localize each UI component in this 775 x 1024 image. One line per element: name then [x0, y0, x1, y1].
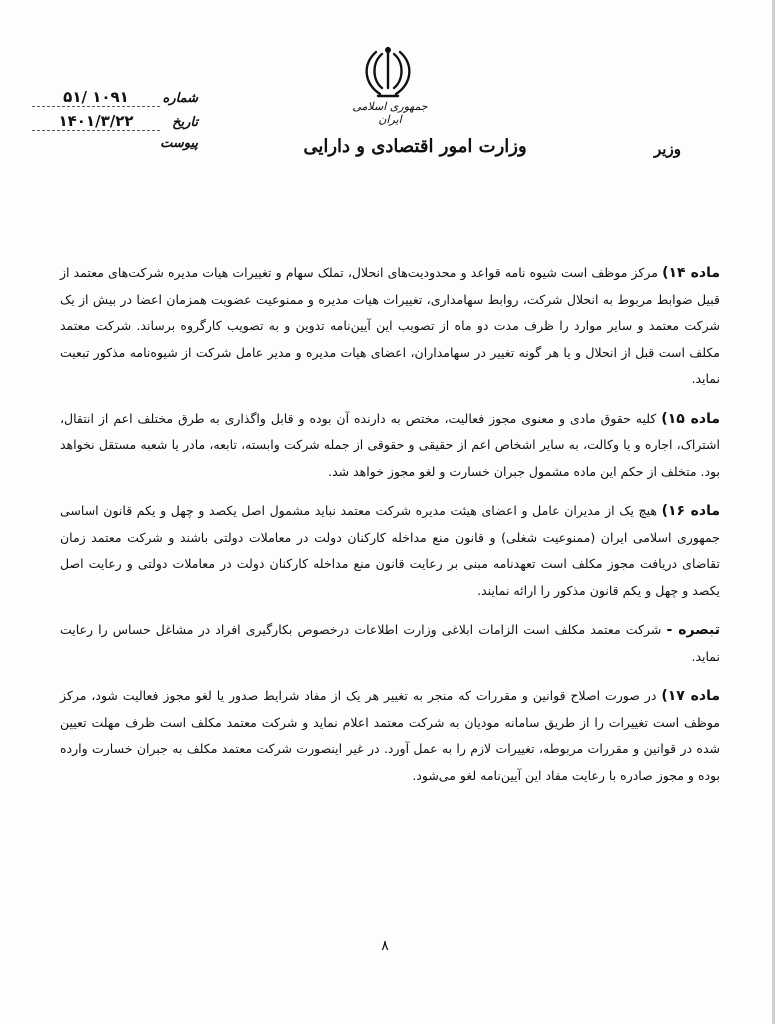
article-heading: ماده ۱۵)	[661, 410, 720, 427]
iran-emblem-icon	[362, 44, 414, 104]
page-number: ۸	[381, 938, 389, 954]
article-heading: ماده ۱۷)	[661, 688, 721, 704]
article-16	[60, 498, 720, 604]
meta-number-row	[28, 88, 198, 112]
article-text: در صورت اصلاح قوانین و مقررات که منجر به تغییر هر یک از مفاد شرایط صدور یا لغو مجوز فعالیت شود، مرکز موظف است تغییرات را از طریق سامانه مودیان به شرکت معتمد اعلام نماید و شرکت معتمد مکلف است ظرف مهلت تعیین شده در قوانین و مقررات مربوطه، تغییرات لازم را به عمل آورد. در غیر اینصورت شرکت معتمد مکلف به جبران خسارت وارده بوده و مجوز صادره با رعایت مفاد این آیین‌نامه لغو می‌شود.	[60, 688, 720, 783]
article-17	[60, 683, 720, 789]
article-text: مرکز موظف است شیوه نامه قواعد و محدودیت‌های انحلال، تملک سهام و تغییرات هیات مدیره شرکت‌های معتمد از قبیل ضوابط مربوط به انحلال شرکت، روابط سهامداری، تغییرات هیات مدیره و ممنوعیت عضویت همزمان اعضا در بیش از یک شرکت معتمد و سایر موارد را ظرف مدت دو ماه از تصویب این آیین‌نامه تدوین و به تصویب کارگروه برساند. شرکت معتمد مکلف است قبل از انحلال و یا هر گونه تغییر در سهامداران، اعضای هیات مدیره و مدیر عامل شرکت از شیوه‌نامه مذکور تبعیت نماید.	[60, 265, 720, 386]
article-heading: ماده ۱۶)	[661, 503, 721, 519]
document-body	[60, 260, 720, 802]
ministry-title: وزارت امور اقتصادی و دارایی	[303, 136, 527, 157]
meta-date-row	[28, 112, 198, 136]
article-heading: ماده ۱۴)	[662, 265, 720, 281]
meta-date-label: تاریخ	[172, 115, 198, 130]
meta-attachment-row	[28, 136, 198, 160]
meta-number-value: ۱۰۹۱ /۵۱	[32, 88, 160, 107]
meta-date-value: ۱۴۰۱/۳/۲۲	[32, 112, 160, 131]
note-text: شرکت معتمد مکلف است الزامات ابلاغی وزارت اطلاعات درخصوص بکارگیری افراد در مشاغل حساس را رعایت نماید.	[60, 622, 720, 664]
article-14	[60, 260, 720, 393]
note-heading: تبصره -	[666, 622, 720, 638]
article-15	[60, 406, 720, 486]
meta-attachment-label: پیوست	[160, 136, 198, 151]
article-16-note	[60, 617, 720, 670]
emblem-caption: جمهوری اسلامی ایران	[352, 100, 428, 126]
article-text: هیچ یک از مدیران عامل و اعضای هیئت مدیره شرکت معتمد نباید مشمول اصل یکصد و چهل و یکم قانون اساسی جمهوری اسلامی ایران (ممنوعیت شغلی) و قانون منع مداخله کارکنان دولت در معاملات دولتی باشند و شرکت معتمد زمان تقاضای دریافت مجوز مکلف است تعهدنامه مبنی بر رعایت قانون منع مداخله کارکنان دولت در معاملات دولتی و رعایت اصل یکصد و چهل و یکم قانون مذکور را ارائه نمایند.	[60, 503, 720, 598]
minister-label: وزیر	[654, 140, 681, 158]
meta-number-label: شماره	[162, 91, 198, 106]
article-text: کلیه حقوق مادی و معنوی مجوز فعالیت، مختص به دارنده آن بوده و قابل واگذاری به طرق مختلف اعم از انتقال، اشتراک، اجاره و یا وکالت، به سایر اشخاص اعم از حقیقی و حقوقی از جمله شرکت وابسته، تابعه، مادر یا شعبه مستقل نخواهد بود. متخلف از حکم این ماده مشمول جبران خسارت و لغو مجوز خواهد شد.	[60, 410, 720, 479]
letter-meta	[28, 88, 198, 160]
